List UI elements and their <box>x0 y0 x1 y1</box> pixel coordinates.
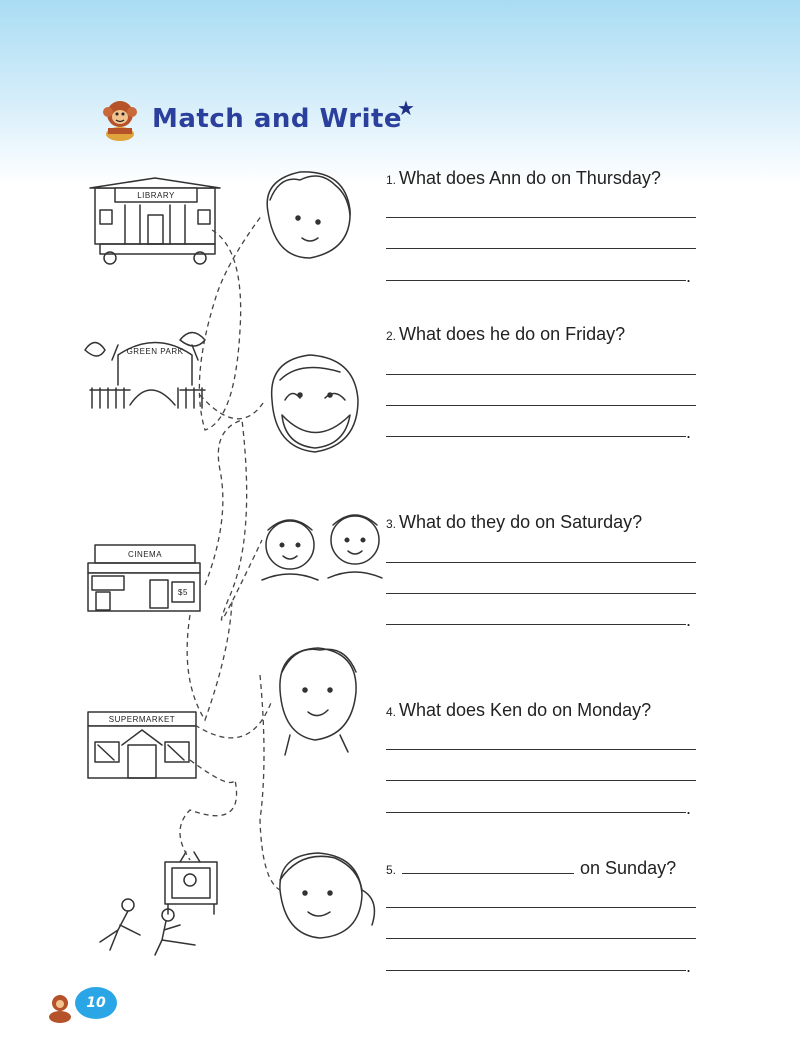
answer-period: . <box>686 610 692 630</box>
question-text: What do they do on Saturday? <box>399 512 643 532</box>
question-text: What does Ken do on Monday? <box>399 700 652 720</box>
answer-line[interactable] <box>386 405 696 406</box>
watching-tv-picture <box>100 852 217 955</box>
question-text: What does he do on Friday? <box>399 324 626 344</box>
green-park-picture <box>85 333 205 409</box>
question-3 <box>386 512 642 533</box>
two-boys-picture <box>262 515 382 580</box>
ann-face-picture <box>267 172 350 258</box>
answer-period: . <box>686 956 692 976</box>
answer-line[interactable] <box>386 812 686 813</box>
question-text: on Sunday? <box>580 858 677 878</box>
question-number: 4. <box>386 705 397 719</box>
answer-period: . <box>686 266 692 286</box>
page-number: 10 <box>86 995 106 1011</box>
answer-line[interactable] <box>386 624 686 625</box>
park-sign: GREEN PARK <box>126 347 184 356</box>
library-sign: LIBRARY <box>137 191 175 200</box>
question-1 <box>386 168 661 189</box>
cinema-price-sign: $5 <box>178 588 188 597</box>
answer-line[interactable] <box>386 938 696 939</box>
answer-line[interactable] <box>386 907 696 908</box>
question-text: What does Ann do on Thursday? <box>399 168 661 188</box>
answer-line[interactable] <box>386 280 686 281</box>
ken-face-picture <box>280 648 356 755</box>
answer-line[interactable] <box>386 562 696 563</box>
answer-period: . <box>686 422 692 442</box>
answer-line[interactable] <box>386 217 696 218</box>
man-face-picture <box>272 355 358 452</box>
question-number: 5. <box>386 863 397 877</box>
page-title: Match and Write <box>152 104 403 134</box>
question-5 <box>386 858 676 879</box>
answer-line[interactable] <box>386 749 696 750</box>
question-number: 2. <box>386 329 397 343</box>
answer-line[interactable] <box>386 248 696 249</box>
question-blank[interactable] <box>402 859 574 874</box>
answer-line[interactable] <box>386 374 696 375</box>
question-4 <box>386 700 651 721</box>
supermarket-sign: SUPERMARKET <box>108 715 176 724</box>
star-icon: ★ <box>397 98 415 120</box>
question-2 <box>386 324 625 345</box>
question-number: 3. <box>386 517 397 531</box>
answer-line[interactable] <box>386 780 696 781</box>
answer-line[interactable] <box>386 436 686 437</box>
answer-line[interactable] <box>386 970 686 971</box>
answer-line[interactable] <box>386 593 696 594</box>
girl-face-picture <box>280 853 375 938</box>
cinema-sign: CINEMA <box>127 550 163 559</box>
question-number: 1. <box>386 173 397 187</box>
answer-period: . <box>686 798 692 818</box>
